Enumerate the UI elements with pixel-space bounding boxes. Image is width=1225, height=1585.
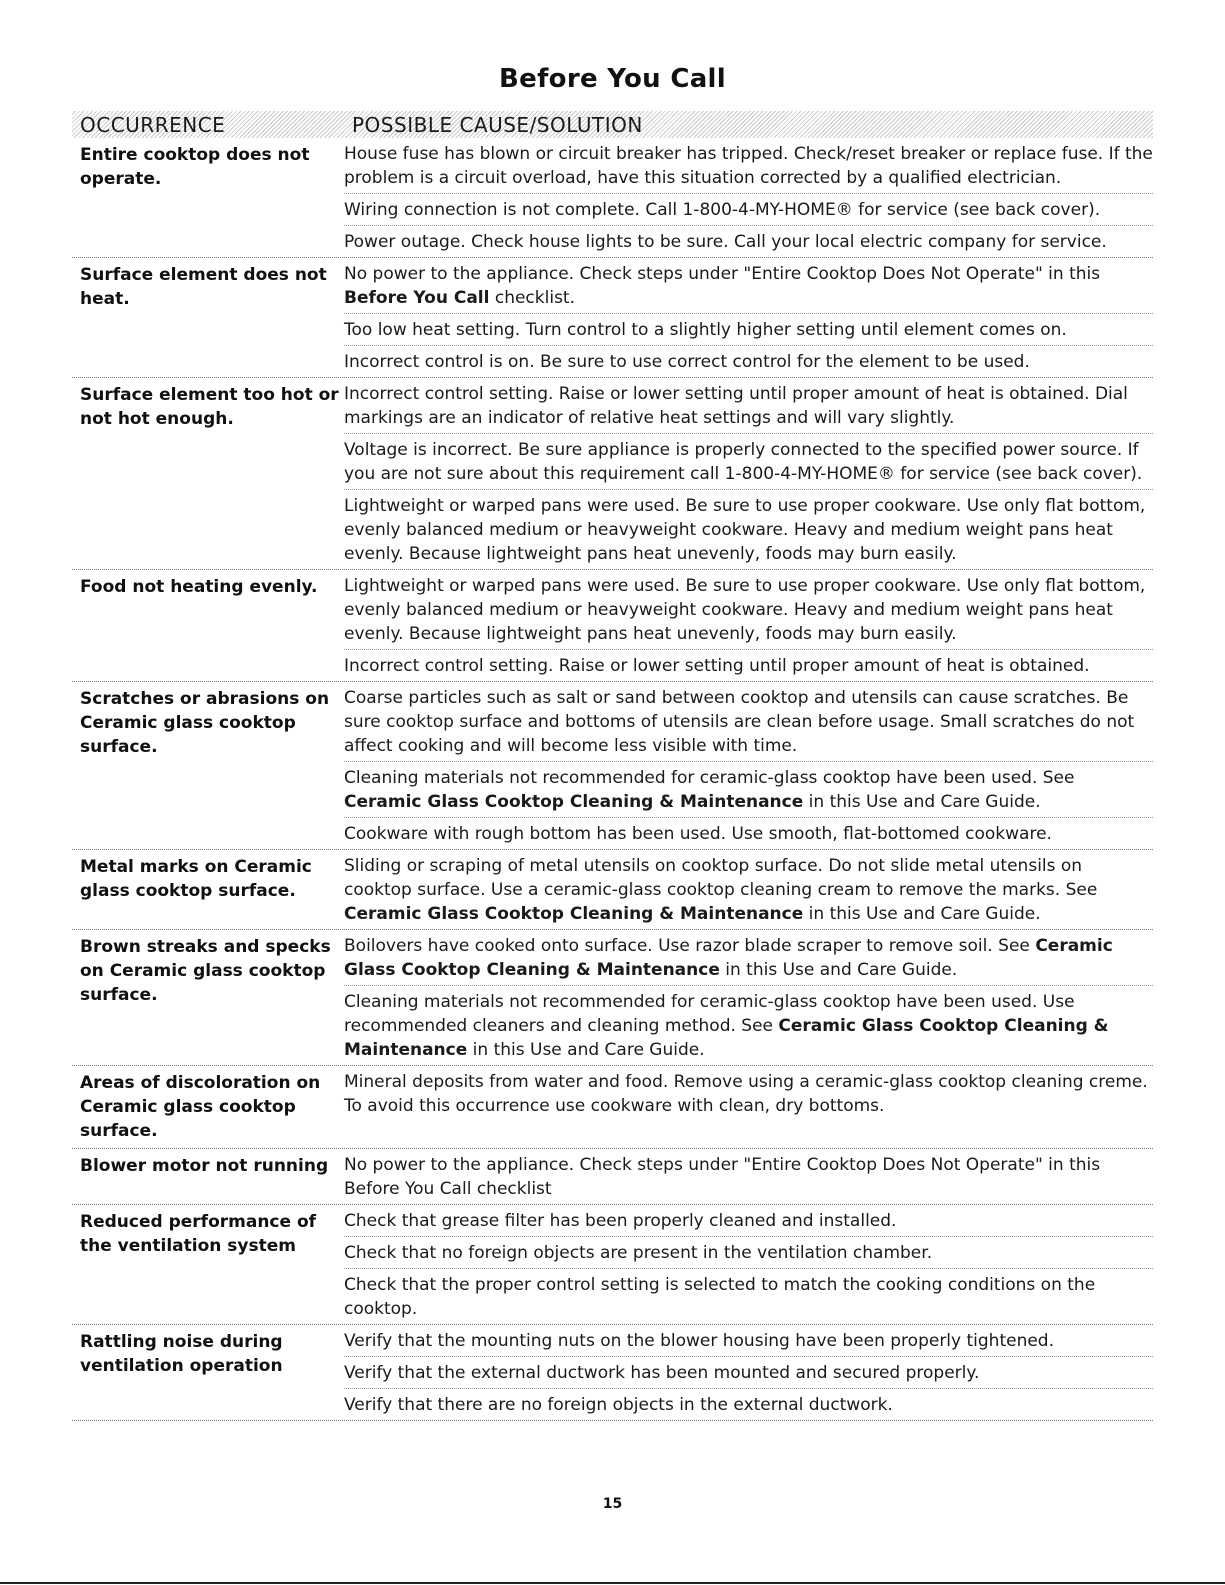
solution-text: Cleaning materials not recommended for ceramic-glass cooktop have been used. See [344, 768, 1075, 788]
solution-item [344, 1066, 1153, 1121]
solutions-cell [344, 930, 1153, 1065]
solution-text: Wiring connection is not complete. Call 1-800-4-MY-HOME® for service (see back cover). [344, 200, 1101, 220]
solution-item [344, 1205, 1153, 1237]
table-row [72, 1149, 1153, 1205]
solution-text: Lightweight or warped pans were used. Be sure to use proper cookware. Use only flat bottom, evenly balanced medium or heavyweight cookware. Heavy and medium weight pans heat evenly. Because lightweight pans heat unevenly, foods may burn easily. [344, 496, 1146, 564]
solutions-cell [344, 378, 1153, 569]
solution-item [344, 226, 1153, 257]
solution-text: Mineral deposits from water and food. Remove using a ceramic-glass cooktop cleaning creme. To avoid this occurrence use cookware with clean, dry bottoms. [344, 1072, 1148, 1116]
solution-item [344, 434, 1153, 490]
solution-item [344, 138, 1153, 194]
solution-bold-reference: Before You Call [344, 288, 490, 308]
solution-text: Incorrect control is on. Be sure to use correct control for the element to be used. [344, 352, 1030, 372]
table-body [72, 138, 1153, 1421]
solution-text: Boilovers have cooked onto surface. Use razor blade scraper to remove soil. See [344, 936, 1036, 956]
page-title: Before You Call [499, 64, 726, 94]
table-row [72, 1205, 1153, 1325]
solution-text: Check that no foreign objects are present in the ventilation chamber. [344, 1243, 933, 1263]
solution-item [344, 1269, 1153, 1324]
solution-text: Cleaning materials not recommended for ceramic-glass cooktop have been used. Use recommended cleaners and cleaning method. See [344, 992, 1075, 1036]
page-number: 15 [602, 1496, 623, 1512]
solution-text: Sliding or scraping of metal utensils on cooktop surface. Do not slide metal utensils on cooktop surface. Use a ceramic-glass cooktop cleaning cream to remove the marks. See [344, 856, 1098, 900]
solution-text: Voltage is incorrect. Be sure appliance is properly connected to the specified power source. If you are not sure about this requirement call 1-800-4-MY-HOME® for service (see back cover). [344, 440, 1143, 484]
solution-text: in this Use and Care Guide. [803, 904, 1041, 924]
occurrence-cell: Entire cooktop does not operate. [80, 145, 310, 189]
solution-item [344, 346, 1153, 377]
solution-item [344, 986, 1153, 1065]
occurrence-cell: Rattling noise during ventilation operation [80, 1332, 283, 1376]
solution-item [344, 682, 1153, 762]
solution-item [344, 1357, 1153, 1389]
occurrence-cell: Metal marks on Ceramic glass cooktop surface. [80, 857, 312, 901]
occurrence-cell: Blower motor not running [80, 1156, 329, 1176]
solution-text: Incorrect control setting. Raise or lower setting until proper amount of heat is obtained. [344, 656, 1090, 676]
solution-item [344, 378, 1153, 434]
table-row [72, 850, 1153, 930]
occurrence-cell: Scratches or abrasions on Ceramic glass cooktop surface. [80, 689, 330, 757]
table-row [72, 138, 1153, 258]
solution-text: Lightweight or warped pans were used. Be sure to use proper cookware. Use only flat bottom, evenly balanced medium or heavyweight cookware. Heavy and medium weight pans heat evenly. Because lightweight pans heat unevenly, foods may burn easily. [344, 576, 1146, 644]
solution-text: No power to the appliance. Check steps under "Entire Cooktop Does Not Operate" in this Before You Call checklist [344, 1155, 1101, 1199]
solution-item [344, 850, 1153, 929]
solution-item [344, 490, 1153, 569]
solutions-cell [344, 850, 1153, 929]
occurrence-cell: Surface element too hot or not hot enough. [80, 385, 339, 429]
solutions-cell [344, 1149, 1153, 1204]
troubleshooting-table [72, 111, 1153, 1421]
solution-item [344, 650, 1153, 681]
solutions-cell [344, 138, 1153, 257]
solutions-cell [344, 1205, 1153, 1324]
solutions-cell [344, 258, 1153, 377]
solution-text: House fuse has blown or circuit breaker has tripped. Check/reset breaker or replace fuse. If the problem is a circuit overload, have this situation corrected by a qualified electrician. [344, 144, 1153, 188]
solution-text: Check that the proper control setting is selected to match the cooking conditions on the cooktop. [344, 1275, 1096, 1319]
occurrence-cell: Food not heating evenly. [80, 577, 318, 597]
table-row [72, 570, 1153, 682]
solution-item [344, 1149, 1153, 1204]
solution-text: in this Use and Care Guide. [803, 792, 1041, 812]
table-header [72, 111, 1153, 138]
solution-bold-reference: Ceramic Glass Cooktop Cleaning & Maintenance [344, 792, 804, 812]
solution-item [344, 570, 1153, 650]
solution-bold-reference: Ceramic Glass Cooktop Cleaning & Maintenance [344, 1016, 1109, 1060]
table-row [72, 1325, 1153, 1421]
solution-text: Cookware with rough bottom has been used. Use smooth, flat-bottomed cookware. [344, 824, 1052, 844]
table-row [72, 1066, 1153, 1149]
solution-text: Check that grease filter has been properly cleaned and installed. [344, 1211, 897, 1231]
solution-text: Verify that the external ductwork has been mounted and secured properly. [344, 1363, 980, 1383]
solution-item [344, 1325, 1153, 1357]
solution-bold-reference: Ceramic Glass Cooktop Cleaning & Maintenance [344, 936, 1113, 980]
solution-text: Coarse particles such as salt or sand between cooktop and utensils can cause scratches. Be sure cooktop surface and bottoms of utensils are clean before usage. Small scratches do not affect cooking and will become less visible with time. [344, 688, 1135, 756]
occurrence-cell: Areas of discoloration on Ceramic glass cooktop surface. [80, 1073, 321, 1141]
solution-text: Verify that the mounting nuts on the blower housing have been properly tightened. [344, 1331, 1054, 1351]
solutions-cell [344, 570, 1153, 681]
table-row [72, 682, 1153, 850]
solution-item [344, 818, 1153, 849]
solution-text: Power outage. Check house lights to be sure. Call your local electric company for service. [344, 232, 1107, 252]
table-row [72, 378, 1153, 570]
solution-item [344, 1389, 1153, 1420]
occurrence-cell: Surface element does not heat. [80, 265, 327, 309]
solutions-cell [344, 1066, 1153, 1148]
bottom-rule [0, 1582, 1225, 1584]
table-row [72, 258, 1153, 378]
solutions-cell [344, 682, 1153, 849]
solution-item [344, 1237, 1153, 1269]
solution-bold-reference: Ceramic Glass Cooktop Cleaning & Maintenance [344, 904, 804, 924]
solution-column-header: POSSIBLE CAUSE/SOLUTION [352, 113, 643, 137]
solution-text: Verify that there are no foreign objects in the external ductwork. [344, 1395, 893, 1415]
table-row [72, 930, 1153, 1066]
solution-text: in this Use and Care Guide. [719, 960, 958, 980]
solution-item [344, 314, 1153, 346]
solutions-cell [344, 1325, 1153, 1420]
occurrence-cell: Reduced performance of the ventilation system [80, 1212, 317, 1256]
solution-text: checklist. [489, 288, 576, 308]
solution-item [344, 258, 1153, 314]
solution-item [344, 194, 1153, 226]
solution-text: No power to the appliance. Check steps under "Entire Cooktop Does Not Operate" in this [344, 264, 1101, 284]
solution-text: Incorrect control setting. Raise or lower setting until proper amount of heat is obtained. Dial markings are an indicator of relative heat settings and will vary slightly. [344, 384, 1128, 428]
solution-item [344, 762, 1153, 818]
solution-text: in this Use and Care Guide. [467, 1040, 705, 1060]
solution-item [344, 930, 1153, 986]
occurrence-cell: Brown streaks and specks on Ceramic glass cooktop surface. [80, 937, 331, 1005]
occurrence-column-header: OCCURRENCE [80, 113, 226, 137]
solution-text: Too low heat setting. Turn control to a slightly higher setting until element comes on. [344, 320, 1067, 340]
